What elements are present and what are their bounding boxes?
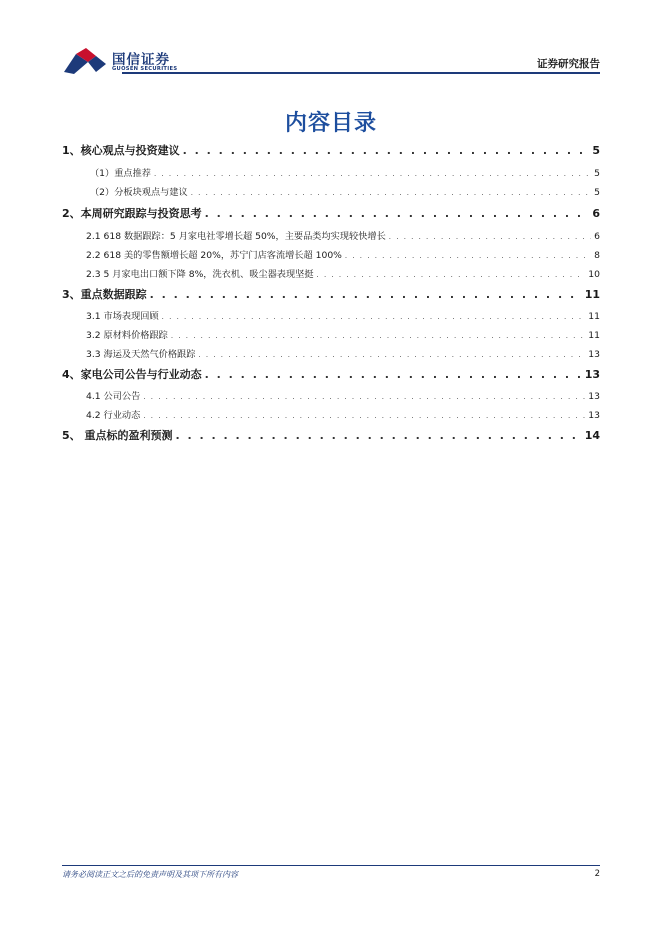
toc-entry[interactable] [86, 266, 600, 280]
toc-leader-dots [345, 252, 591, 260]
toc-entry[interactable] [62, 427, 600, 443]
toc-entry-label: 2.2 618 美的零售额增长超 20%，苏宁门店客流增长超 100% [86, 250, 342, 261]
toc-entry-label: （1）重点推荐 [90, 168, 151, 179]
disclaimer-note: 请务必阅读正文之后的免责声明及其项下所有内容 [62, 870, 238, 879]
toc-entry-label: 2、本周研究跟踪与投资思考 [62, 207, 202, 220]
toc-entry-label: 1、核心观点与投资建议 [62, 144, 180, 157]
toc-entry-label: 3、重点数据跟踪 [62, 288, 147, 301]
toc-leader-dots [317, 271, 586, 279]
toc-entry[interactable] [62, 205, 600, 221]
toc-entry[interactable] [86, 308, 600, 322]
toc-entry[interactable] [86, 228, 600, 242]
toc-entry-page: 13 [588, 349, 600, 360]
toc-leader-dots [162, 313, 586, 321]
toc-entry-label: 4.2 行业动态 [86, 410, 141, 421]
toc-entry[interactable] [90, 165, 600, 179]
toc-entry-label: 4、家电公司公告与行业动态 [62, 368, 202, 381]
toc-leader-dots [198, 351, 585, 359]
toc-entry-label: 3.2 原材料价格跟踪 [86, 330, 168, 341]
toc-entry-page: 11 [588, 311, 600, 322]
guosen-logo-icon [62, 46, 108, 76]
toc-entry-label: 2.3 5 月家电出口额下降 8%，洗衣机、吸尘器表现坚挺 [86, 269, 314, 280]
toc-entry[interactable] [86, 327, 600, 341]
toc-entry-page: 6 [592, 207, 600, 220]
toc-entry-label: 4.1 公司公告 [86, 391, 141, 402]
toc-entry[interactable] [86, 247, 600, 261]
toc-leader-dots [175, 429, 581, 442]
toc-leader-dots [154, 170, 591, 178]
logo-text-en: GUOSEN SECURITIES [112, 66, 178, 72]
toc-title: 内容目录 [284, 111, 377, 136]
toc-entry-page: 5 [594, 168, 600, 179]
toc-leader-dots [389, 233, 591, 241]
toc-leader-dots [143, 393, 585, 401]
toc-leader-dots [183, 144, 590, 157]
toc-entry[interactable] [86, 407, 600, 421]
toc-entry[interactable] [62, 366, 600, 382]
toc-leader-dots [150, 288, 582, 301]
toc-entry-label: 2.1 618 数据跟踪：5 月家电社零增长超 50%，主要品类均实现较快增长 [86, 231, 386, 242]
toc-entry-page: 8 [594, 250, 600, 261]
toc-entry[interactable] [62, 286, 600, 302]
toc-entry-page: 6 [594, 231, 600, 242]
toc-entry-label: 3.3 海运及天然气价格跟踪 [86, 349, 196, 360]
footer-divider [62, 865, 600, 866]
toc-entry[interactable] [62, 142, 600, 158]
toc-entry-label: 3.1 市场表现回顾 [86, 311, 159, 322]
toc-entry-page: 11 [584, 288, 600, 301]
toc-entry-page: 13 [584, 368, 600, 381]
toc-entry-page: 13 [588, 410, 600, 421]
toc-entry-page: 5 [592, 144, 600, 157]
toc-leader-dots [205, 207, 590, 220]
toc-entry[interactable] [90, 184, 600, 198]
toc-leader-dots [171, 332, 585, 340]
toc-leader-dots [143, 412, 585, 420]
page-number: 2 [594, 869, 600, 879]
toc-entry-page: 11 [588, 330, 600, 341]
toc-entry-page: 10 [588, 269, 600, 280]
toc-leader-dots [205, 368, 582, 381]
toc-entry-page: 13 [588, 391, 600, 402]
toc-entry-page: 5 [594, 187, 600, 198]
toc-entry-label: （2）分板块观点与建议 [90, 187, 188, 198]
toc-entry-page: 14 [584, 429, 600, 442]
logo-text-cn: 国信证券 [112, 52, 170, 68]
toc-leader-dots [191, 189, 591, 197]
toc-entry[interactable] [86, 346, 600, 360]
toc-entry-label: 5、 重点标的盈利预测 [62, 429, 173, 442]
toc-entry[interactable] [86, 388, 600, 402]
report-type-label: 证券研究报告 [537, 58, 600, 70]
header-divider [122, 72, 600, 74]
